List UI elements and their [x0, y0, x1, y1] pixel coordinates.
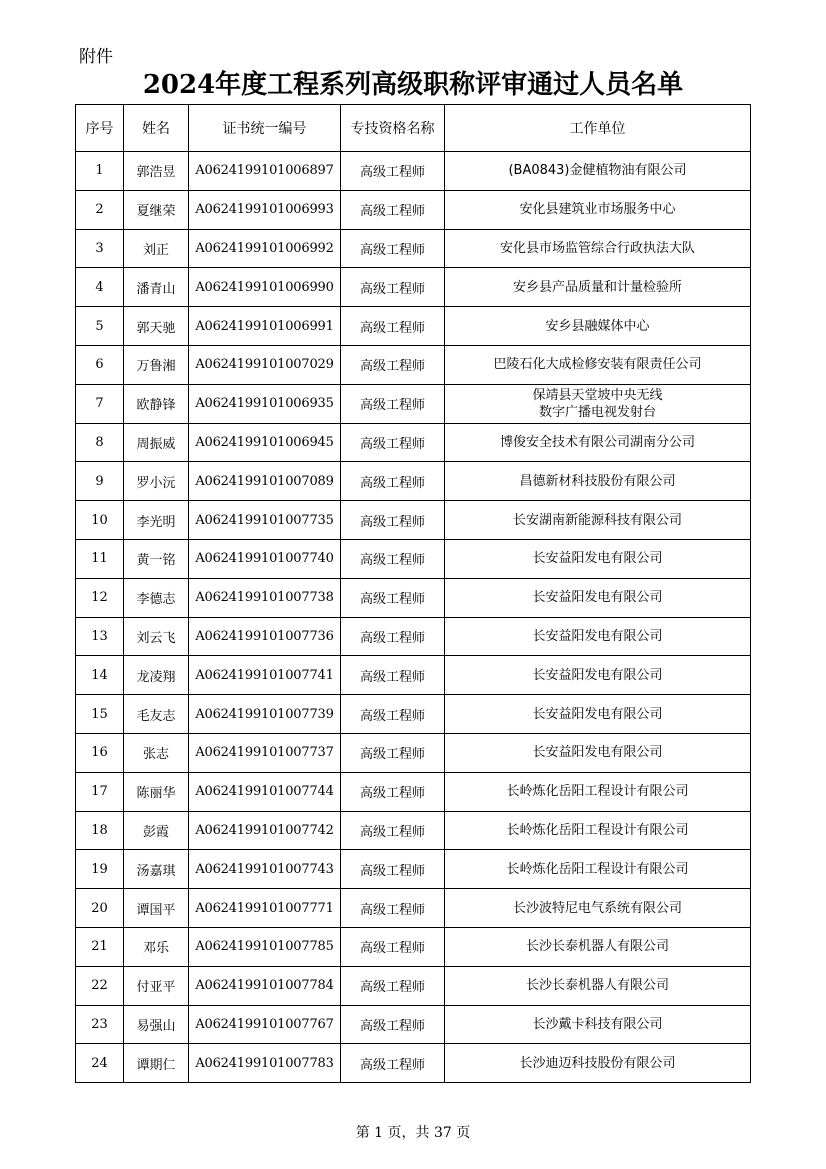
cell-unit-line: 长岭炼化岳阳工程设计有限公司	[506, 784, 689, 800]
cell-unit-line: 长沙长泰机器人有限公司	[525, 939, 669, 955]
cell-name: 黄一铭	[124, 539, 189, 578]
cell-name: 刘正	[124, 229, 189, 268]
cell-name: 周振威	[124, 423, 189, 462]
cell-qual: 高级工程师	[341, 345, 445, 384]
cell-qual: 高级工程师	[341, 850, 445, 889]
cell-cert: A0624199101007767	[189, 1005, 341, 1044]
col-header-name: 姓名	[124, 105, 189, 152]
table-row	[76, 772, 751, 811]
cell-qual: 高级工程师	[341, 733, 445, 772]
cell-qual: 高级工程师	[341, 190, 445, 229]
cell-cert: A0624199101007742	[189, 811, 341, 850]
cell-unit	[445, 695, 751, 734]
cell-unit-line: 保靖县天堂坡中央无线	[532, 387, 663, 403]
cell-name: 夏继荣	[124, 190, 189, 229]
cell-cert: A0624199101007738	[189, 578, 341, 617]
cell-unit	[445, 539, 751, 578]
cell-unit	[445, 190, 751, 229]
cell-unit-line: 巴陵石化大成检修安装有限责任公司	[493, 357, 702, 373]
cell-cert: A0624199101007029	[189, 345, 341, 384]
cell-unit-line: 长安益阳发电有限公司	[532, 628, 663, 644]
cell-name: 谭国平	[124, 889, 189, 928]
table-row	[76, 656, 751, 695]
cell-name: 李德志	[124, 578, 189, 617]
cell-cert: A0624199101007089	[189, 462, 341, 501]
cell-name: 万鲁湘	[124, 345, 189, 384]
cell-cert: A0624199101006935	[189, 384, 341, 423]
cell-unit-line: 安化县市场监管综合行政执法大队	[499, 240, 695, 256]
cell-unit	[445, 1044, 751, 1083]
cell-name: 邓乐	[124, 927, 189, 966]
cell-no: 8	[76, 423, 124, 462]
col-header-no: 序号	[76, 105, 124, 152]
cell-unit-line: 长安湖南新能源科技有限公司	[512, 512, 682, 528]
cell-cert: A0624199101007744	[189, 772, 341, 811]
cell-no: 24	[76, 1044, 124, 1083]
cell-cert: A0624199101007736	[189, 617, 341, 656]
cell-name: 欧静锋	[124, 384, 189, 423]
cell-qual: 高级工程师	[341, 423, 445, 462]
cell-name: 汤嘉琪	[124, 850, 189, 889]
table-row	[76, 190, 751, 229]
cell-unit	[445, 229, 751, 268]
cell-unit	[445, 772, 751, 811]
cell-qual: 高级工程师	[341, 268, 445, 307]
cell-name: 易强山	[124, 1005, 189, 1044]
table-row	[76, 152, 751, 191]
cell-name: 郭浩昱	[124, 152, 189, 191]
cell-no: 23	[76, 1005, 124, 1044]
cell-name: 谭期仁	[124, 1044, 189, 1083]
attachment-label: 附件	[79, 47, 113, 67]
table-row	[76, 966, 751, 1005]
cell-unit-line: 长安益阳发电有限公司	[532, 551, 663, 567]
table-row	[76, 578, 751, 617]
cell-qual: 高级工程师	[341, 811, 445, 850]
table-header-row	[76, 105, 751, 152]
cell-name: 毛友志	[124, 695, 189, 734]
table-row	[76, 617, 751, 656]
cell-no: 3	[76, 229, 124, 268]
cell-unit-line: 数字广播电视发射台	[538, 404, 656, 420]
cell-qual: 高级工程师	[341, 229, 445, 268]
cell-qual: 高级工程师	[341, 152, 445, 191]
table-row	[76, 1044, 751, 1083]
cell-cert: A0624199101006945	[189, 423, 341, 462]
cell-unit-line: 长岭炼化岳阳工程设计有限公司	[506, 822, 689, 838]
cell-no: 13	[76, 617, 124, 656]
table-row	[76, 501, 751, 540]
cell-unit-line: 安化县建筑业市场服务中心	[519, 202, 676, 218]
cell-no: 1	[76, 152, 124, 191]
cell-unit	[445, 268, 751, 307]
table-row	[76, 927, 751, 966]
cell-unit	[445, 1005, 751, 1044]
cell-no: 20	[76, 889, 124, 928]
cell-no: 17	[76, 772, 124, 811]
table-row	[76, 811, 751, 850]
cell-no: 21	[76, 927, 124, 966]
cell-name: 郭天驰	[124, 307, 189, 346]
cell-cert: A0624199101007741	[189, 656, 341, 695]
cell-cert: A0624199101007737	[189, 733, 341, 772]
cell-name: 潘青山	[124, 268, 189, 307]
cell-no: 16	[76, 733, 124, 772]
cell-name: 刘云飞	[124, 617, 189, 656]
cell-unit-line: 长安益阳发电有限公司	[532, 590, 663, 606]
table-row	[76, 345, 751, 384]
cell-unit-line: 长岭炼化岳阳工程设计有限公司	[506, 861, 689, 877]
cell-unit	[445, 617, 751, 656]
cell-unit-line: 长安益阳发电有限公司	[532, 745, 663, 761]
table-row	[76, 462, 751, 501]
cell-unit-line: 长安益阳发电有限公司	[532, 667, 663, 683]
cell-no: 11	[76, 539, 124, 578]
cell-unit-line: 安乡县产品质量和计量检验所	[512, 279, 682, 295]
cell-cert: A0624199101006897	[189, 152, 341, 191]
col-header-cert: 证书统一编号	[189, 105, 341, 152]
cell-unit	[445, 578, 751, 617]
table-row	[76, 229, 751, 268]
table-row	[76, 539, 751, 578]
cell-no: 7	[76, 384, 124, 423]
roster-table	[75, 104, 751, 1083]
table-body	[76, 152, 751, 1083]
cell-unit	[445, 733, 751, 772]
cell-no: 9	[76, 462, 124, 501]
cell-name: 龙凌翔	[124, 656, 189, 695]
cell-unit-line: 博俊安全技术有限公司湖南分公司	[499, 434, 695, 450]
cell-unit	[445, 656, 751, 695]
cell-cert: A0624199101007740	[189, 539, 341, 578]
cell-unit	[445, 889, 751, 928]
cell-name: 张志	[124, 733, 189, 772]
cell-cert: A0624199101006993	[189, 190, 341, 229]
cell-qual: 高级工程师	[341, 501, 445, 540]
cell-unit	[445, 811, 751, 850]
cell-qual: 高级工程师	[341, 384, 445, 423]
cell-cert: A0624199101007785	[189, 927, 341, 966]
cell-unit	[445, 927, 751, 966]
cell-qual: 高级工程师	[341, 578, 445, 617]
cell-qual: 高级工程师	[341, 1044, 445, 1083]
cell-unit	[445, 966, 751, 1005]
cell-qual: 高级工程师	[341, 695, 445, 734]
cell-unit	[445, 345, 751, 384]
cell-unit-line: 长沙迪迈科技股份有限公司	[519, 1055, 676, 1071]
table-row	[76, 850, 751, 889]
cell-no: 14	[76, 656, 124, 695]
cell-unit-line: 昌德新材科技股份有限公司	[519, 473, 676, 489]
cell-qual: 高级工程师	[341, 462, 445, 501]
cell-name: 陈丽华	[124, 772, 189, 811]
cell-name: 罗小沅	[124, 462, 189, 501]
cell-qual: 高级工程师	[341, 889, 445, 928]
cell-cert: A0624199101006990	[189, 268, 341, 307]
cell-cert: A0624199101006992	[189, 229, 341, 268]
cell-no: 19	[76, 850, 124, 889]
cell-qual: 高级工程师	[341, 927, 445, 966]
cell-cert: A0624199101007783	[189, 1044, 341, 1083]
cell-unit	[445, 501, 751, 540]
cell-qual: 高级工程师	[341, 617, 445, 656]
table-row	[76, 268, 751, 307]
cell-unit	[445, 462, 751, 501]
cell-cert: A0624199101007739	[189, 695, 341, 734]
table-row	[76, 423, 751, 462]
table-row	[76, 307, 751, 346]
table-row	[76, 889, 751, 928]
cell-cert: A0624199101007771	[189, 889, 341, 928]
cell-unit-line: 长安益阳发电有限公司	[532, 706, 663, 722]
document-title: 2024年度工程系列高级职称评审通过人员名单	[142, 70, 684, 100]
cell-qual: 高级工程师	[341, 539, 445, 578]
cell-name: 李光明	[124, 501, 189, 540]
cell-qual: 高级工程师	[341, 772, 445, 811]
cell-unit	[445, 423, 751, 462]
table-row	[76, 695, 751, 734]
cell-name: 付亚平	[124, 966, 189, 1005]
cell-qual: 高级工程师	[341, 307, 445, 346]
cell-unit-line: 长沙戴卡科技有限公司	[532, 1016, 663, 1032]
cell-qual: 高级工程师	[341, 656, 445, 695]
cell-no: 4	[76, 268, 124, 307]
table-row	[76, 384, 751, 423]
cell-cert: A0624199101007735	[189, 501, 341, 540]
table-row	[76, 1005, 751, 1044]
col-header-unit: 工作单位	[445, 105, 751, 152]
cell-unit-line: (BA0843)金健植物油有限公司	[508, 163, 687, 179]
cell-cert: A0624199101006991	[189, 307, 341, 346]
cell-no: 18	[76, 811, 124, 850]
cell-unit-line: 长沙波特尼电气系统有限公司	[512, 900, 682, 916]
cell-no: 6	[76, 345, 124, 384]
cell-unit	[445, 307, 751, 346]
cell-no: 22	[76, 966, 124, 1005]
cell-no: 10	[76, 501, 124, 540]
cell-no: 2	[76, 190, 124, 229]
cell-qual: 高级工程师	[341, 1005, 445, 1044]
cell-no: 12	[76, 578, 124, 617]
cell-unit	[445, 152, 751, 191]
cell-cert: A0624199101007784	[189, 966, 341, 1005]
cell-qual: 高级工程师	[341, 966, 445, 1005]
cell-name: 彭霞	[124, 811, 189, 850]
cell-unit	[445, 384, 751, 423]
cell-cert: A0624199101007743	[189, 850, 341, 889]
page-footer: 第 1 页，共 37 页	[355, 1125, 471, 1141]
cell-unit-line: 长沙长泰机器人有限公司	[525, 978, 669, 994]
cell-no: 15	[76, 695, 124, 734]
col-header-qual: 专技资格名称	[341, 105, 445, 152]
cell-no: 5	[76, 307, 124, 346]
table-row	[76, 733, 751, 772]
cell-unit-line: 安乡县融媒体中心	[545, 318, 650, 334]
cell-unit	[445, 850, 751, 889]
